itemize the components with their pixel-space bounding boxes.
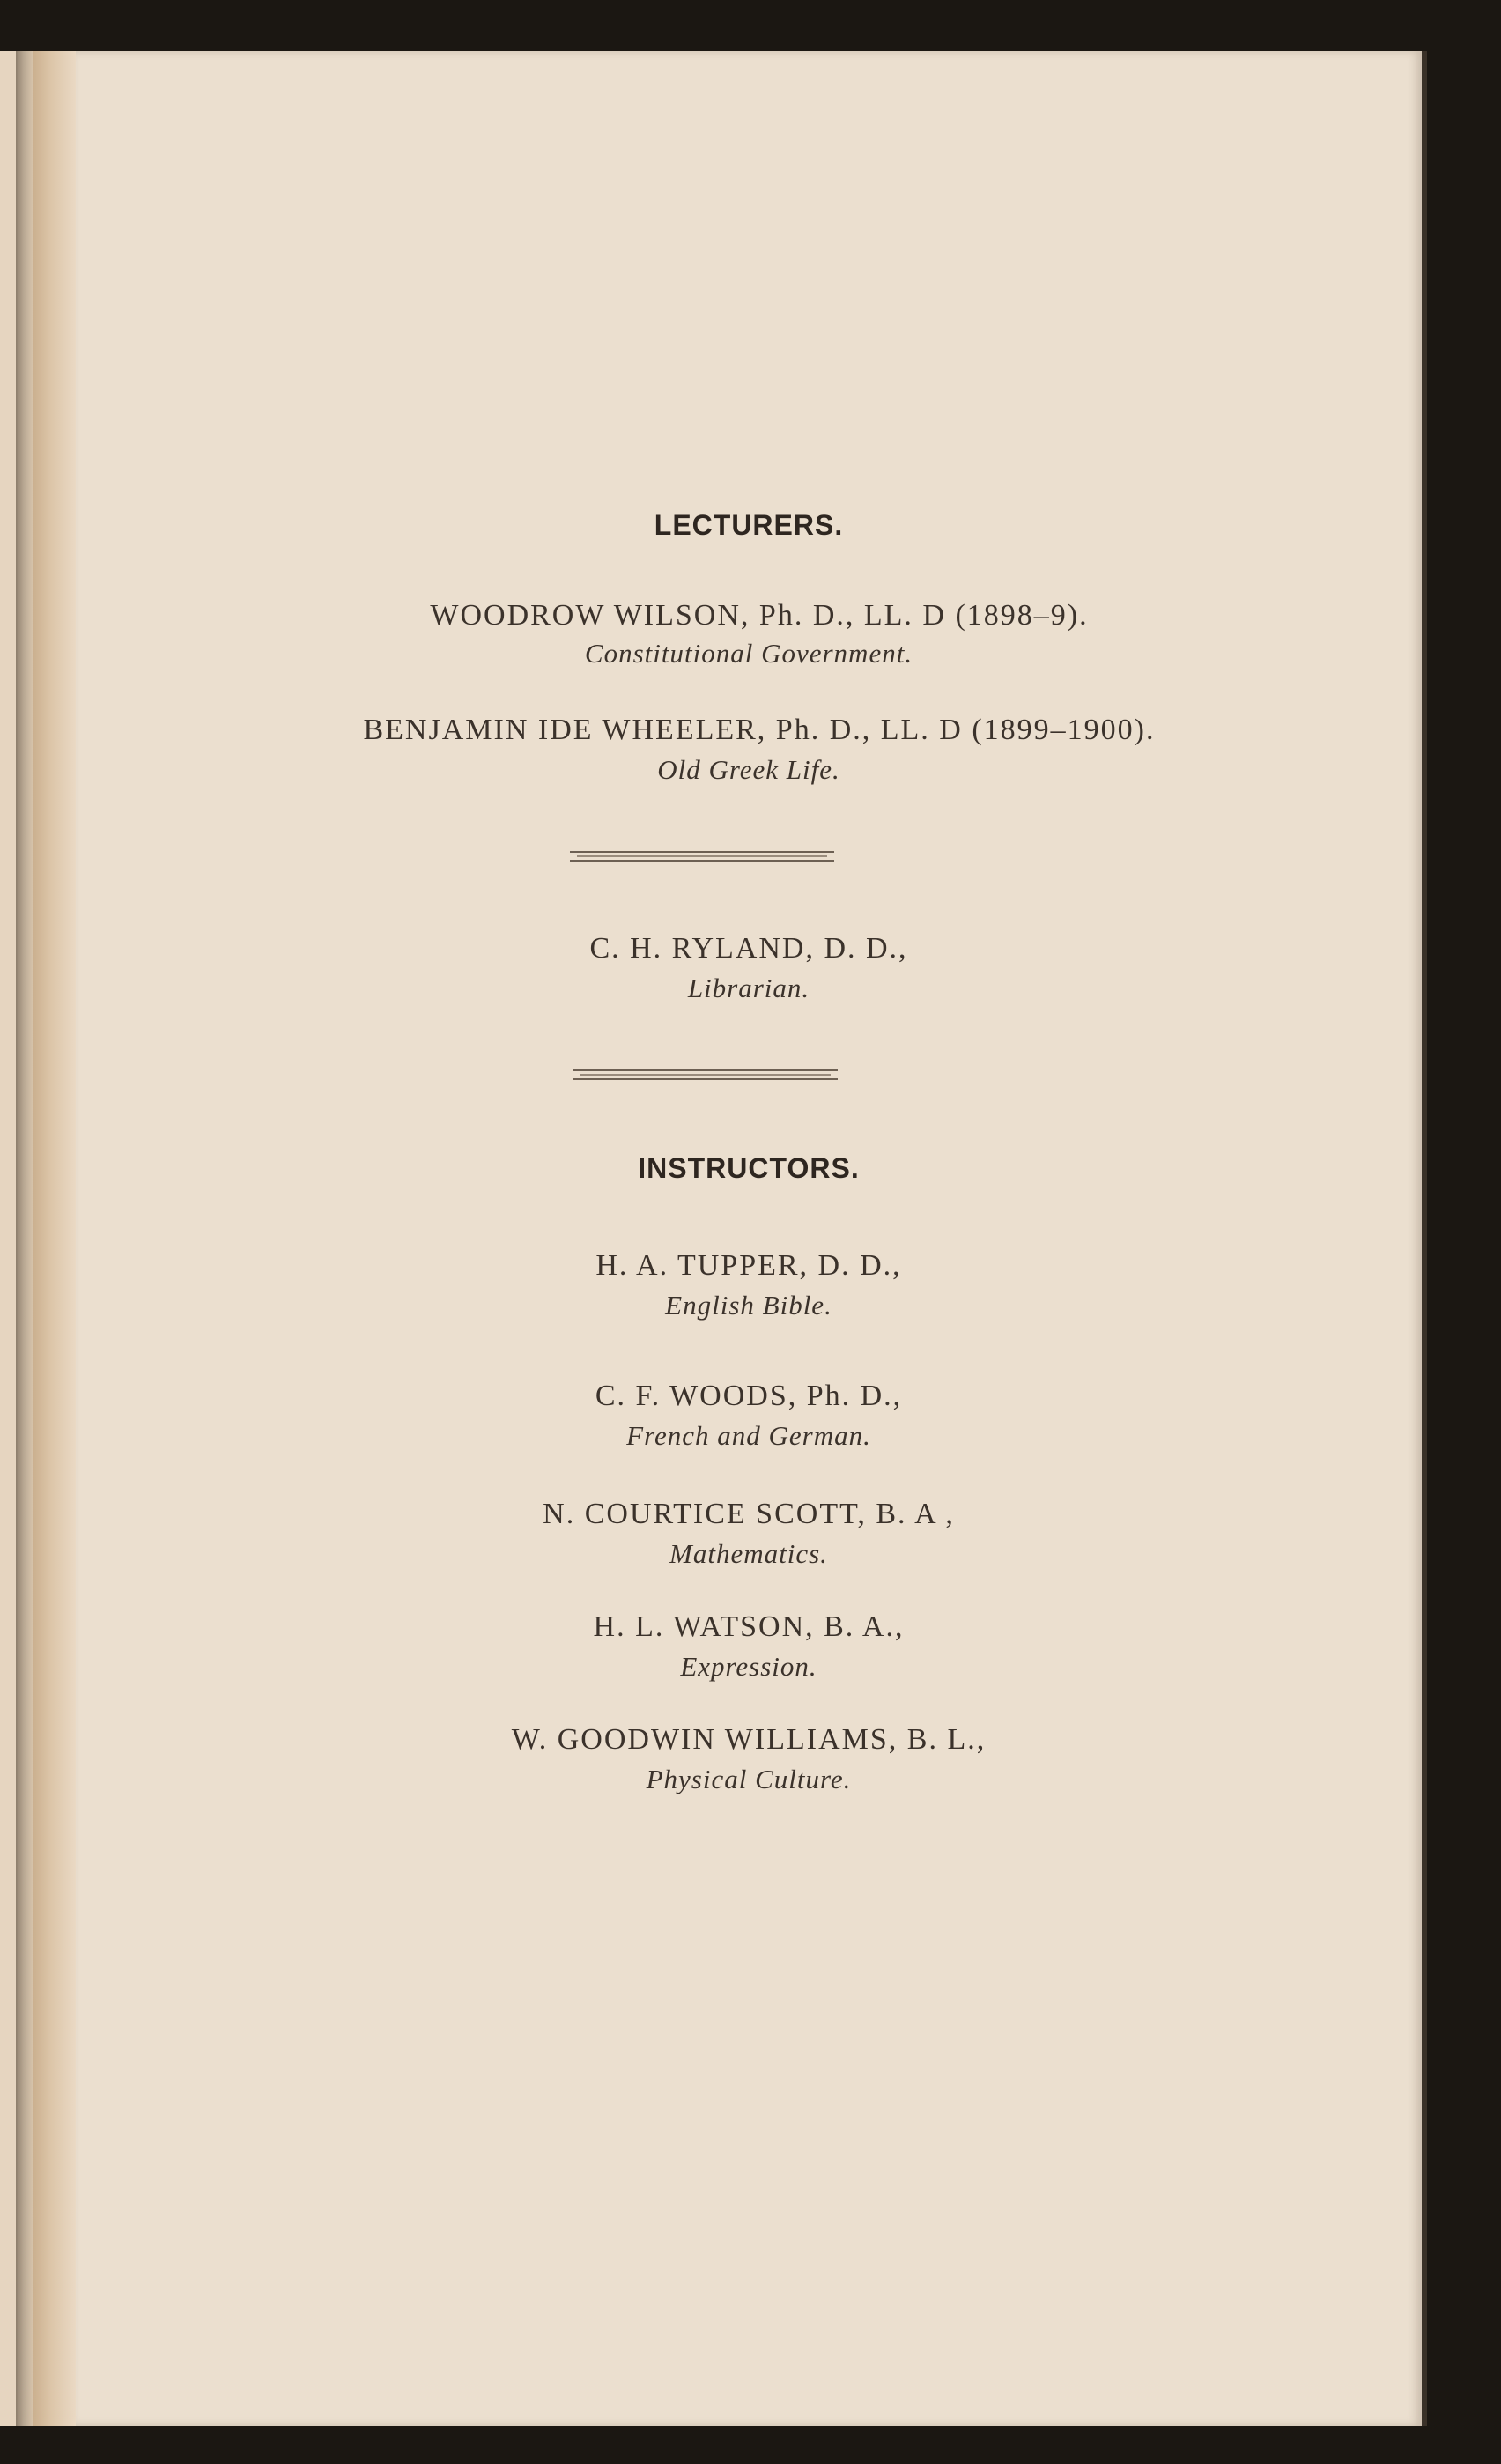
instructor-name: W. GOODWIN WILLIAMS, B. L., xyxy=(511,1723,987,1756)
instructor-name: N. COURTICE SCOTT, B. A , xyxy=(543,1498,955,1530)
lecturer-subject: Old Greek Life. xyxy=(657,754,840,785)
lecturer-name: WOODROW WILSON, Ph. D., LL. D (1898–9). xyxy=(430,599,1089,632)
page-gutter xyxy=(33,51,76,2426)
binding-edge xyxy=(16,51,33,2426)
instructors-heading: INSTRUCTORS. xyxy=(638,1152,860,1184)
instructor-name: H. L. WATSON, B. A., xyxy=(593,1610,905,1643)
page-content xyxy=(76,0,1422,2464)
instructor-subject: Expression. xyxy=(680,1651,817,1682)
instructor-subject: English Bible. xyxy=(665,1290,832,1321)
previous-page-strip xyxy=(0,51,16,2426)
page-right-edge xyxy=(1422,51,1427,2426)
lecturer-subject: Constitutional Government. xyxy=(584,638,913,669)
instructor-name: H. A. TUPPER, D. D., xyxy=(595,1249,902,1282)
lecturer-name: BENJAMIN IDE WHEELER, Ph. D., LL. D (1899–1900). xyxy=(363,714,1156,746)
librarian-name: C. H. RYLAND, D. D., xyxy=(589,932,908,965)
section-divider xyxy=(573,1069,838,1082)
instructor-subject: Physical Culture. xyxy=(646,1764,852,1794)
instructor-subject: Mathematics. xyxy=(669,1538,828,1569)
section-divider xyxy=(570,851,834,863)
lecturers-heading: LECTURERS. xyxy=(654,509,844,541)
instructor-subject: French and German. xyxy=(626,1420,871,1451)
instructor-name: C. F. WOODS, Ph. D., xyxy=(595,1380,903,1412)
librarian-title: Librarian. xyxy=(687,973,810,1003)
